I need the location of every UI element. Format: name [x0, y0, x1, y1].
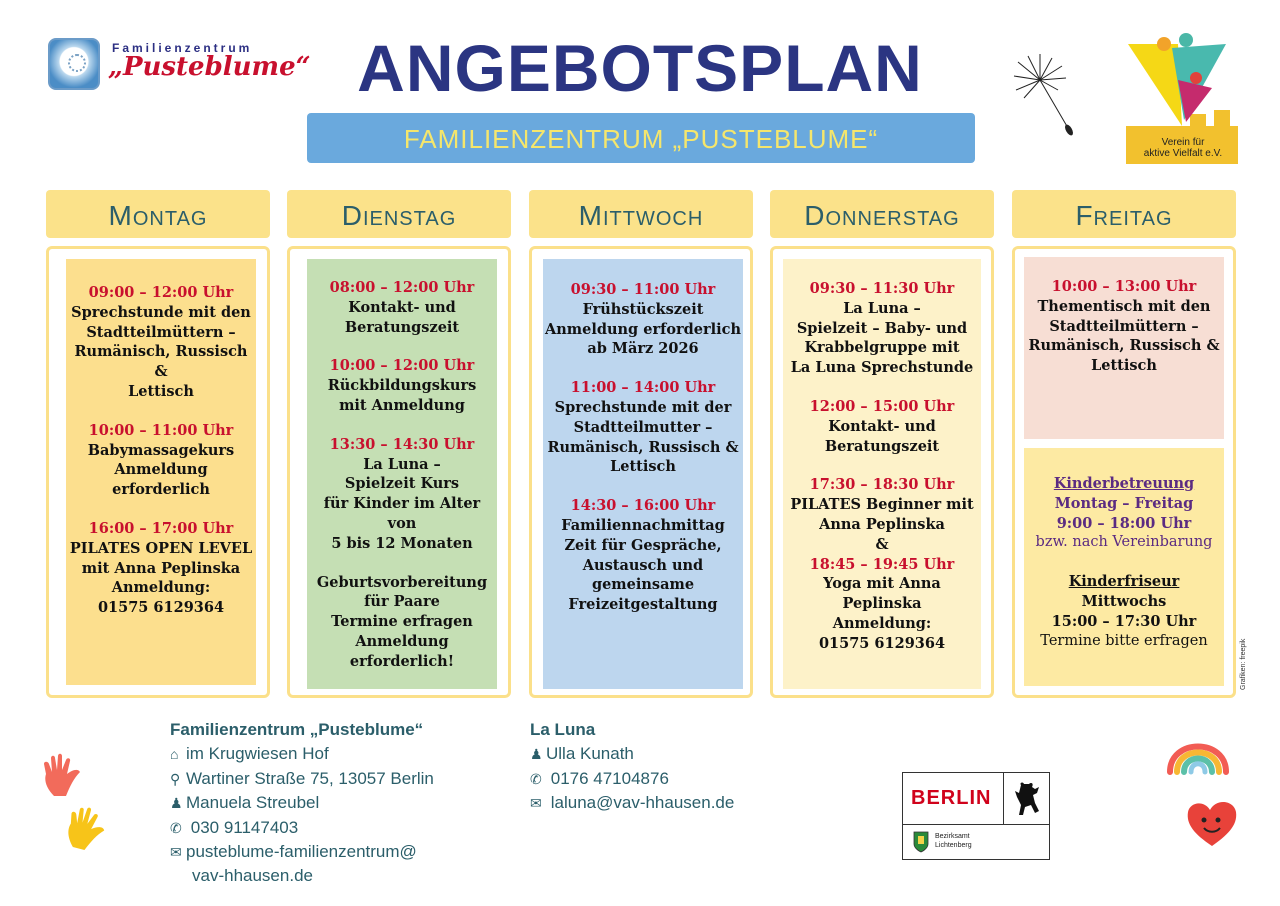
description-line: Kontakt- und	[828, 417, 936, 435]
description-line: Thementisch mit den	[1037, 297, 1211, 315]
description-line: mit Anmeldung	[339, 396, 465, 414]
schedule-panel-freitag	[1024, 257, 1224, 439]
contact-laluna-name: La Luna	[530, 720, 596, 739]
contact-pusteblume	[170, 718, 434, 889]
pusteblume-logo	[48, 38, 311, 96]
contact-address: Wartiner Straße 75, 13057 Berlin	[186, 768, 434, 788]
schedule-panel-dienstag	[307, 259, 497, 689]
location-pin-icon: ⚲	[170, 770, 181, 787]
description-line: Stadtteilmüttern –	[1049, 317, 1199, 335]
laluna-email[interactable]: laluna@vav-hhausen.de	[550, 793, 735, 813]
description-line: Krabbelgruppe mit	[804, 339, 960, 357]
description-line: &	[875, 535, 889, 553]
contact-email-line2[interactable]: vav-hhausen.de	[192, 866, 313, 886]
time-label: 08:00 – 12:00 Uhr	[329, 279, 475, 296]
description-line: La Luna Sprechstunde	[790, 359, 974, 377]
laluna-person: Ulla Kunath	[546, 744, 634, 764]
block-gap	[307, 554, 497, 573]
time-label: 09:30 – 11:30 Uhr	[809, 280, 955, 297]
description-line: ab März 2026	[587, 340, 699, 358]
logo-small-text: Familienzentrum	[112, 41, 253, 55]
contact-phone[interactable]: 030 91147403	[190, 817, 299, 837]
description-line: Sprechstunde mit den	[71, 303, 251, 321]
yellow-hand-icon	[64, 806, 110, 852]
time-label: 12:00 – 15:00 Uhr	[809, 397, 955, 415]
description-line: Frühstückszeit	[582, 300, 704, 318]
dandelion-photo-icon	[48, 38, 100, 90]
laluna-phone[interactable]: 0176 47104876	[550, 768, 669, 788]
description-line: Lettisch	[610, 458, 676, 476]
description-line: erforderlich!	[349, 652, 455, 670]
description-line: La Luna –	[363, 455, 441, 473]
description-line: Rumänisch, Russisch &	[74, 343, 248, 381]
description-line: Freizeitgestaltung	[568, 596, 718, 614]
contact-laluna	[530, 718, 734, 816]
description-line: 01575 6129364	[97, 599, 225, 617]
time-label: 17:30 – 18:30 Uhr	[809, 476, 955, 494]
description-line: PILATES Beginner mit	[790, 496, 974, 514]
description-line: Anmeldung	[114, 461, 208, 479]
heart-icon	[1184, 796, 1240, 852]
description-line: Familiennachmittag	[561, 516, 725, 534]
kinderfriseur-day: Mittwochs	[1081, 592, 1167, 610]
berlin-word: BERLIN	[911, 787, 992, 809]
day-header-freitag: Freitag	[1012, 190, 1236, 238]
block-gap	[783, 378, 981, 397]
time-label: 09:30 – 11:00 Uhr	[570, 281, 716, 298]
time-label: 11:00 – 14:00 Uhr	[570, 379, 716, 397]
graphics-credit: Grafiken: freepik	[1240, 638, 1247, 690]
description-line: PILATES OPEN LEVEL	[69, 539, 253, 557]
description-line: Babymassagekurs	[87, 441, 235, 459]
description-line: 5 bis 12 Monaten	[331, 534, 473, 552]
time-label: 18:45 – 19:45 Uhr	[809, 555, 955, 573]
day-frame-mittwoch	[529, 246, 753, 698]
email-icon: ✉	[530, 795, 542, 812]
description-line: erforderlich	[112, 481, 210, 499]
description-line: Anmeldung:	[111, 579, 211, 597]
phone-icon: ✆	[530, 770, 542, 787]
description-line: Sprechstunde mit der	[554, 398, 732, 416]
day-column-donnerstag	[770, 190, 994, 652]
schedule-panel-montag	[66, 259, 256, 685]
kinderbetreuung-days: Montag – Freitag	[1054, 494, 1194, 512]
description-line: 01575 6129364	[818, 634, 946, 652]
description-line: Geburtsvorbereitung	[316, 573, 488, 591]
day-frame-montag	[46, 246, 270, 698]
description-line: Zeit für Gespräche,	[564, 536, 722, 554]
verein-name	[1128, 137, 1238, 159]
description-line: Beratungszeit	[824, 437, 940, 455]
phone-icon: ✆	[170, 819, 182, 836]
description-line: La Luna –	[843, 299, 921, 317]
schedule-panel-freitag-care	[1024, 448, 1224, 686]
contact-place: im Krugwiesen Hof	[186, 744, 329, 764]
page-title: ANGEBOTSPLAN	[357, 31, 923, 105]
block-gap	[66, 402, 256, 421]
house-icon: ⌂	[170, 746, 179, 763]
day-header-donnerstag: Donnerstag	[770, 190, 994, 238]
time-label: 10:00 – 11:00 Uhr	[88, 421, 234, 439]
description-line: Rückbildungskurs	[327, 377, 477, 395]
description-line: Stadtteilmutter –	[573, 418, 713, 436]
description-line: Beratungszeit	[344, 318, 460, 336]
description-line: Austausch und	[582, 556, 704, 574]
description-line: Yoga mit Anna	[823, 575, 941, 593]
kinderfriseur-time: 15:00 – 17:30 Uhr	[1051, 612, 1197, 630]
bezirksamt-line2: Lichtenberg	[935, 842, 972, 849]
day-frame-freitag	[1012, 246, 1236, 698]
person-icon: ♟	[530, 746, 543, 763]
description-line: Rumänisch, Russisch &	[547, 438, 739, 456]
description-line: Rumänisch, Russisch &	[1028, 337, 1220, 355]
description-line: Anna Peplinska	[819, 515, 945, 533]
kinderbetreuung-note: bzw. nach Vereinbarung	[1035, 534, 1213, 551]
kinderbetreuung-title: Kinderbetreuung	[1053, 475, 1195, 492]
red-hand-icon	[40, 752, 86, 798]
description-line: Stadtteilmüttern –	[86, 323, 236, 341]
person-icon: ♟	[170, 795, 183, 812]
description-line: Anmeldung erforderlich	[544, 320, 742, 338]
day-header-mittwoch: Mittwoch	[529, 190, 753, 238]
email-icon: ✉	[170, 844, 182, 861]
schedule-panel-mittwoch	[543, 259, 743, 689]
day-column-montag	[46, 190, 270, 617]
time-label: 10:00 – 12:00 Uhr	[329, 357, 475, 375]
description-line: mit Anna Peplinska	[81, 559, 241, 577]
logo-big-text: „Pusteblume“	[108, 52, 311, 82]
description-line: Anmeldung	[355, 632, 449, 650]
time-label: 10:00 – 13:00 Uhr	[1051, 278, 1197, 295]
day-header-dienstag: Dienstag	[287, 190, 511, 238]
bezirksamt-line1: Bezirksamt	[935, 833, 970, 840]
rainbow-icon	[1164, 728, 1232, 778]
description-line: Peplinska	[842, 595, 922, 613]
day-column-dienstag	[287, 190, 511, 670]
dandelion-seed-icon	[1010, 50, 1090, 140]
subtitle-bar: FAMILIENZENTRUM „PUSTEBLUME“	[307, 113, 975, 163]
description-line: Kontakt- und	[348, 298, 456, 316]
berlin-logo-top	[903, 773, 1049, 825]
block-gap	[307, 416, 497, 435]
day-frame-dienstag	[287, 246, 511, 698]
bezirksamt-text	[935, 832, 972, 850]
schedule-panel-donnerstag	[783, 259, 981, 689]
description-line: Lettisch	[1091, 357, 1157, 375]
lichtenberg-crest-icon	[913, 831, 929, 853]
description-line: Lettisch	[128, 382, 194, 400]
block-gap	[66, 500, 256, 519]
description-line: für Kinder im Alter von	[323, 495, 481, 532]
day-column-mittwoch	[529, 190, 753, 614]
block-gap	[543, 359, 743, 378]
day-column-freitag	[1012, 190, 1236, 649]
berlin-bear-icon	[1011, 781, 1043, 817]
time-label: 14:30 – 16:00 Uhr	[570, 497, 716, 515]
day-frame-donnerstag	[770, 246, 994, 698]
contact-pusteblume-name: Familienzentrum „Pusteblume“	[170, 720, 424, 739]
berlin-divider	[1003, 773, 1004, 825]
block-gap	[543, 477, 743, 496]
block-gap	[307, 337, 497, 356]
description-line: Spielzeit Kurs	[344, 475, 460, 493]
contact-person: Manuela Streubel	[186, 793, 320, 813]
kinderfriseur-note: Termine bitte erfragen	[1040, 632, 1208, 649]
kinderfriseur-title: Kinderfriseur	[1068, 573, 1180, 591]
time-label: 09:00 – 12:00 Uhr	[88, 284, 234, 301]
description-line: gemeinsame	[591, 576, 695, 594]
verein-line2: aktive Vielfalt e.V.	[1143, 148, 1223, 159]
berlin-lichtenberg-logo	[902, 772, 1050, 860]
description-line: für Paare	[364, 593, 440, 611]
time-label: 13:30 – 14:30 Uhr	[329, 435, 475, 453]
description-line: Anmeldung:	[832, 614, 932, 632]
time-label: 16:00 – 17:00 Uhr	[88, 519, 234, 537]
block-gap	[783, 456, 981, 475]
kinderbetreuung-time: 9:00 – 18:00 Uhr	[1056, 514, 1192, 532]
description-line: Termine erfragen	[331, 613, 473, 631]
day-header-montag: Montag	[46, 190, 270, 238]
verein-line1: Verein für	[1161, 137, 1205, 148]
description-line: Spielzeit – Baby- und	[796, 319, 968, 337]
contact-email-line1[interactable]: pusteblume-familienzentrum@	[186, 842, 417, 862]
